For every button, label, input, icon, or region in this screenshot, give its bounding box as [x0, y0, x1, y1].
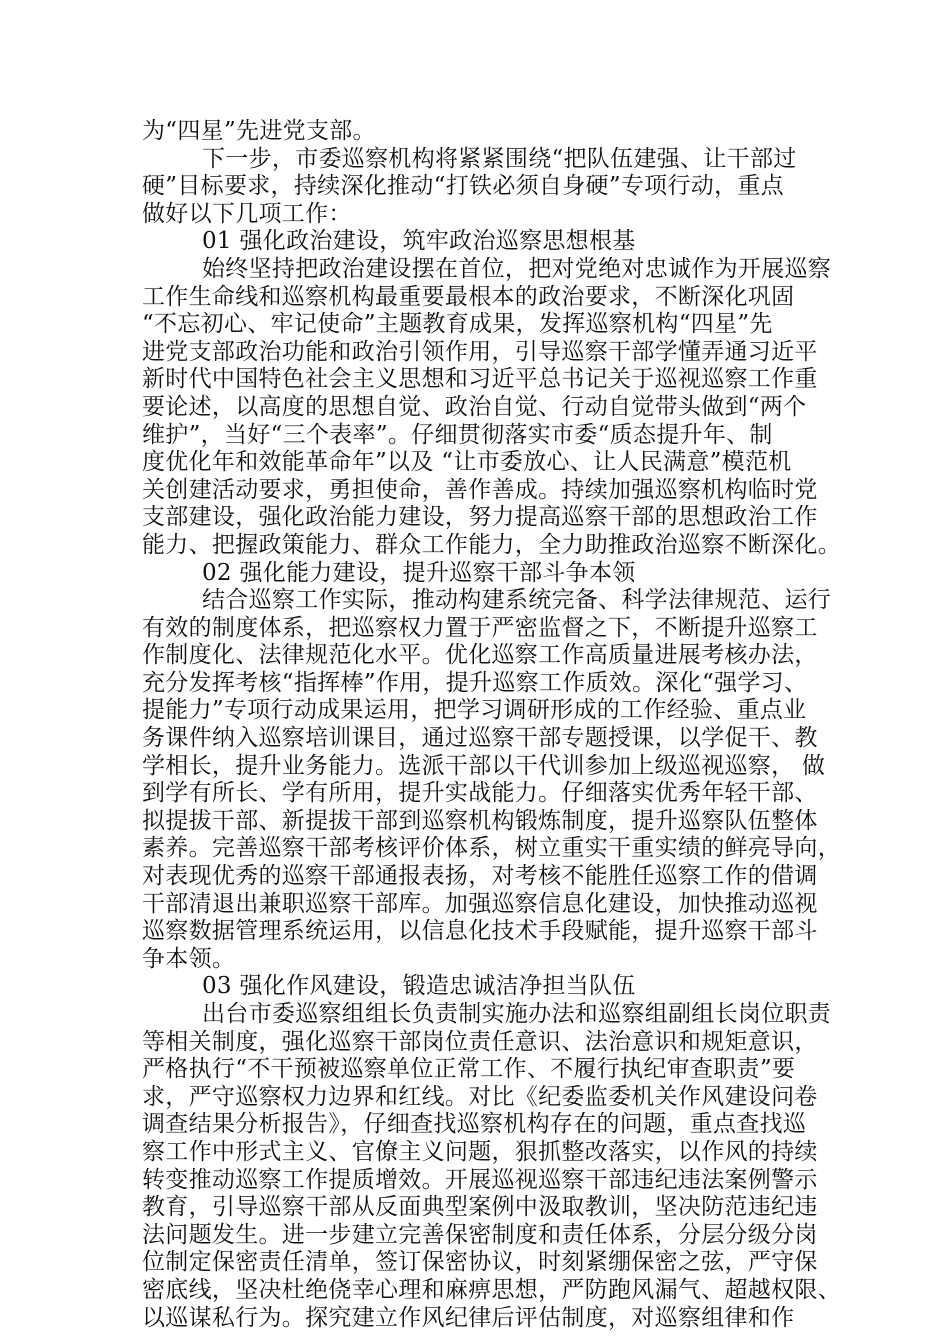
- text-line: 做好以下几项工作：: [142, 200, 352, 227]
- text-line: 关创建活动要求，勇担使命，善作善成。持续加强巡察机构临时党: [142, 476, 818, 503]
- text-line: 工作生命线和巡察机构最重要最根本的政治要求，不断深化巩固: [142, 283, 795, 310]
- text-line: 到学有所长、学有所用，提升实战能力。仔细落实优秀年轻干部、: [142, 780, 818, 807]
- text-line: 察工作中形式主义、官僚主义问题，狠抓整改落实，以作风的持续: [142, 1138, 818, 1165]
- section-heading: 03 强化作风建设，锻造忠诚洁净担当队伍: [202, 973, 636, 1000]
- text-line: 争本领。: [142, 945, 236, 972]
- text-line: 新时代中国特色社会主义思想和习近平总书记关于巡视巡察工作重: [142, 366, 818, 393]
- text-line: 学相长，提升业务能力。选派干部以干代训参加上级巡视巡察， 做: [142, 752, 826, 779]
- section-heading: 01 强化政治建设，筑牢政治巡察思想根基: [202, 228, 636, 255]
- text-line: 充分发挥考核“指挥棒”作用，提升巡察工作质效。深化“强学习、: [142, 669, 808, 696]
- text-line: 严格执行“不干预被巡察单位正常工作、不履行执纪审查职责”要: [142, 1056, 796, 1083]
- text-line: 对表现优秀的巡察干部通报表扬，对考核不能胜任巡察工作的借调: [142, 863, 818, 890]
- text-line: 以巡谋私行为。探究建立作风纪律后评估制度，对巡察组律和作: [142, 1304, 795, 1331]
- text-line: 求，严守巡察权力边界和红线。对比《纪委监委机关作风建设问卷: [142, 1083, 818, 1110]
- text-line: 有效的制度体系，把巡察权力置于严密监督之下，不断提升巡察工: [142, 614, 818, 641]
- text-line: 要论述，以高度的思想自觉、政治自觉、行动自觉带头做到“两个: [142, 393, 807, 420]
- text-line: 巡察数据管理系统运用，以信息化技术手段赋能，提升巡察干部斗: [142, 918, 818, 945]
- text-line: 密底线，坚决杜绝侥幸心理和麻痹思想，严防跑风漏气、超越权限、: [142, 1276, 841, 1303]
- text-line: 素养。完善巡察干部考核评价体系，树立重实干重实绩的鲜亮导向，: [142, 835, 841, 862]
- document-page: [142, 118, 841, 1332]
- section-heading: 02 强化能力建设，提升巡察干部斗争本领: [202, 559, 636, 586]
- text-line: 教育，引导巡察干部从反面典型案例中汲取教训，坚决防范违纪违: [142, 1194, 818, 1221]
- text-line: 能力、把握政策能力、群众工作能力，全力助推政治巡察不断深化。: [142, 531, 841, 558]
- text-line: 出台市委巡察组组长负责制实施办法和巡察组副组长岗位职责: [202, 1001, 832, 1027]
- text-line: 务课件纳入巡察培训课目，通过巡察干部专题授课，以学促干、教: [142, 725, 818, 752]
- text-line: 法问题发生。进一步建立完善保密制度和责任体系，分层分级分岗: [142, 1221, 818, 1248]
- text-line: 下一步，市委巡察机构将紧紧围绕“把队伍建强、让干部过: [202, 145, 797, 172]
- text-line: 度优化年和效能革命年”以及 “让市委放心、让人民满意”模范机: [142, 449, 792, 476]
- text-line: 位制定保密责任清单，签订保密协议，时刻紧绷保密之弦，严守保: [142, 1249, 818, 1276]
- text-line: 结合巡察工作实际，推动构建系统完备、科学法律规范、运行: [202, 587, 832, 614]
- text-line: 始终坚持把政治建设摆在首位，把对党绝对忠诚作为开展巡察: [202, 255, 832, 282]
- text-line: 调查结果分析报告》，仔细查找巡察机构存在的问题，重点查找巡: [142, 1111, 807, 1138]
- text-line: 维护”，当好“三个表率”。仔细贯彻落实市委“质态提升年、制: [142, 421, 773, 448]
- text-line: 拟提拔干部、新提拔干部到巡察机构锻炼制度，提升巡察队伍整体: [142, 807, 818, 834]
- text-line: 等相关制度，强化巡察干部岗位责任意识、法治意识和规矩意识，: [142, 1028, 818, 1055]
- text-line: 提能力”专项行动成果运用，把学习调研形成的工作经验、重点业: [142, 697, 807, 724]
- text-line: 转变推动巡察工作提质增效。开展巡视巡察干部违纪违法案例警示: [142, 1166, 818, 1193]
- text-line: 支部建设，强化政治能力建设，努力提高巡察干部的思想政治工作: [142, 504, 818, 531]
- text-line: “不忘初心、牢记使命”主题教育成果，发挥巡察机构“四星”先: [142, 311, 773, 338]
- text-line: 为“四星”先进党支部。: [142, 118, 376, 144]
- text-line: 作制度化、法律规范化水平。优化巡察工作高质量进展考核办法，: [142, 642, 818, 669]
- text-line: 硬”目标要求，持续深化推动“打铁必须自身硬”专项行动，重点: [142, 173, 784, 200]
- text-line: 进党支部政治功能和政治引领作用，引导巡察干部学懂弄通习近平: [142, 338, 818, 365]
- text-line: 干部清退出兼职巡察干部库。加强巡察信息化建设，加快推动巡视: [142, 890, 818, 917]
